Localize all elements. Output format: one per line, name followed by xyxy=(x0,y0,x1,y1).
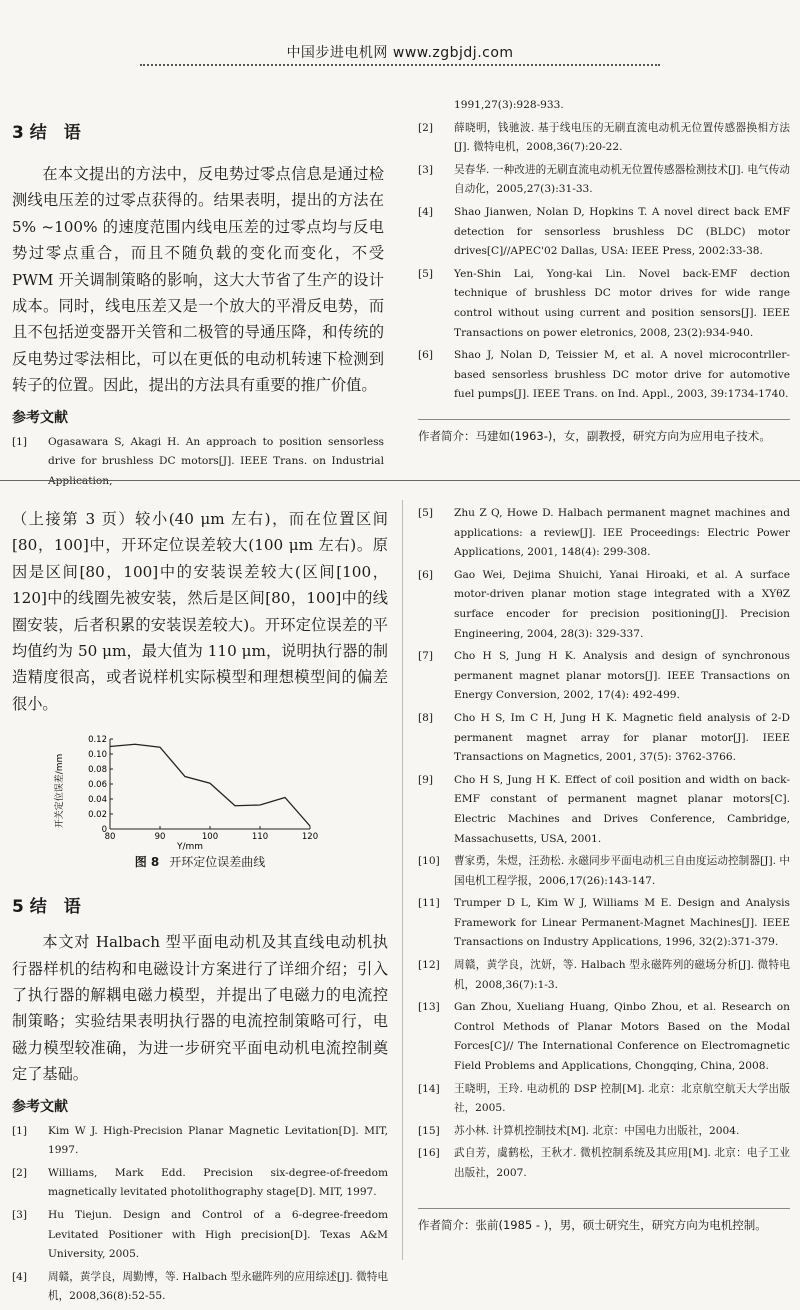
y-tick-label: 0.08 xyxy=(88,765,107,776)
author-divider xyxy=(418,419,790,420)
reference-item xyxy=(418,956,790,995)
site-header: 中国步进电机网 www.zgbjdj.com xyxy=(286,45,514,61)
reference-text: 吴春华. 一种改进的无刷直流电动机无位置传感器检测技术[J]. 电气传动自动化，2005,27(3):31-33. xyxy=(454,163,790,196)
section-heading-5: 5 结 语 xyxy=(12,897,81,918)
reference-item xyxy=(418,119,790,158)
error-line xyxy=(110,745,310,827)
reference-number xyxy=(418,96,454,116)
reference-item xyxy=(12,1164,388,1203)
reference-item xyxy=(418,709,790,768)
bottom-right-column xyxy=(418,504,790,1233)
reference-text: 苏小林. 计算机控制技术[M]. 北京：中国电力出版社，2004. xyxy=(454,1124,740,1137)
reference-number: [16] xyxy=(418,1147,440,1160)
reference-item xyxy=(418,161,790,200)
x-tick-label: 80 xyxy=(104,832,116,843)
bottom-left-column xyxy=(12,506,388,1310)
reference-item xyxy=(418,771,790,849)
reference-text: Hu Tiejun. Design and Control of a 6-degree-freedom Levitated Positioner with High precision[D]. Texas A&M University, 2005. xyxy=(48,1209,388,1261)
chart-x-ticks xyxy=(105,826,319,842)
reference-text: Shao J, Nolan D, Teissier M, et al. A novel microcontrller-based sensorless brushless DC motor drive for automotive fuel pumps[J]. IEEE Trans. on Ind. Appl., 2003, 39:1734-1740. xyxy=(454,349,790,401)
reference-number: [11] xyxy=(418,897,440,910)
y-tick-label: 0.12 xyxy=(88,735,107,746)
error-chart xyxy=(52,731,352,851)
reference-number: [1] xyxy=(12,435,28,448)
continued-paragraph: （上接第 3 页）较小(40 μm 左右)，而在位置区间[80，100]中，开环定位误差较大(100 μm 左右)。原因是区间[80，100]中的安装误差较大(区间[100，120]中的线圈先被安装，然后是区间[80，100]中的线圈安装，后者积累的安装误差较大)。开环定位误差的平均值约为 50 μm，最大值为 110 μm，说明执行器的制造精度很高，或者说样机实际模型和理想模型间的偏差很小。 xyxy=(12,510,388,713)
x-tick-label: 120 xyxy=(301,832,319,843)
section-heading-3: 3 结 语 xyxy=(12,123,81,143)
reference-text: 王晓明，王玲. 电动机的 DSP 控制[M]. 北京：北京航空航天大学出版社，2005. xyxy=(454,1082,790,1115)
reference-text: 薛晓明，钱驰波. 基于线电压的无刷直流电动机无位置传感器换相方法[J]. 微特电机，2008,36(7):20-22. xyxy=(454,121,790,154)
reference-item xyxy=(12,1122,388,1161)
reference-text: 周赣，黄学良，沈妍，等. Halbach 型永磁阵列的磁场分析[J]. 微特电机，2008,36(7):1-3. xyxy=(454,959,790,991)
reference-list xyxy=(418,96,790,405)
reference-list xyxy=(12,433,384,492)
conclusion-paragraph: 在本文提出的方法中，反电势过零点信息是通过检测线电压差的过零点获得的。结果表明，提出的方法在5% ~100% 的速度范围内线电压差的过零点均与反电势过零点重合，而且不随负载的变化而变化，不受 PWM 开关调制策略的影响，这大大节省了生产的设计成本。同时，线电压差又是一个放大的平滑反电势，而且不包括逆变器开关管和二极管的导通压降，和传统的反电势过零法相比，可以在更低的电动机转速下检测到转子的位置。因此，提出的方法具有重要的推广价值。 xyxy=(12,165,384,395)
reference-item xyxy=(12,1206,388,1265)
x-tick-label: 110 xyxy=(251,832,269,843)
reference-number: [4] xyxy=(12,1270,28,1283)
reference-number: [3] xyxy=(12,1209,28,1222)
reference-number: [5] xyxy=(418,267,434,280)
reference-item xyxy=(418,852,790,891)
reference-item xyxy=(418,894,790,953)
chart-x-label: Y/mm xyxy=(176,842,204,852)
reference-number: [7] xyxy=(418,650,434,663)
reference-text: Yen-Shin Lai, Yong-kai Lin. Novel back-EMF dection technique of brushless DC motor drives for wide range control without using current and position sensors[J]. IEEE Transactions on power eletronics, 2008, 23(2):934-940. xyxy=(454,267,790,339)
reference-item xyxy=(12,433,384,492)
reference-text: Gan Zhou, Xueliang Huang, Qinbo Zhou, et al. Research on Control Methods of Planar Motors Based on the Modal Forces[C]// The International Conference on Electromagnetic Field Problems and Applications, Chongqing, China, 2008. xyxy=(454,1001,790,1073)
reference-list xyxy=(418,504,790,1196)
reference-text: 曹家勇，朱煜，汪劲松. 永磁同步平面电动机三自由度运动控制器[J]. 中国电机工程学报，2006,17(26):143-147. xyxy=(454,855,790,887)
reference-item xyxy=(418,647,790,706)
reference-number: [3] xyxy=(418,163,434,176)
references-title: 参考文献 xyxy=(12,1098,68,1115)
y-tick-label: 0.10 xyxy=(88,750,107,761)
reference-item xyxy=(418,346,790,405)
final-conclusion-paragraph: 本文对 Halbach 型平面电动机及其直线电动机执行器样机的结构和电磁设计方案进行了详细介绍；引入了执行器的解耦电磁力模型，并提出了电磁力的电流控制策略；实验结果表明执行器的电流控制策略可行，电磁力模型较准确，为进一步研究平面电动机电流控制奠定了基础。 xyxy=(12,933,388,1084)
reference-number: [15] xyxy=(418,1124,440,1137)
author-bio: 作者简介：马建如(1963-)，女，副教授，研究方向为应用电子技术。 xyxy=(418,428,771,443)
reference-text: Ogasawara S, Akagi H. An approach to position sensorless drive for brushless DC motors[J]. IEEE Trans. on Industrial Application, xyxy=(48,435,384,487)
reference-item xyxy=(418,1080,790,1119)
y-tick-label: 0 xyxy=(101,825,107,836)
chart-y-ticks xyxy=(88,735,113,835)
reference-item xyxy=(418,96,790,116)
y-tick-label: 0.04 xyxy=(88,795,107,806)
reference-item xyxy=(418,504,790,563)
reference-number: [6] xyxy=(418,349,434,362)
header-divider xyxy=(140,64,660,66)
article-divider xyxy=(0,480,800,481)
references-title: 参考文献 xyxy=(12,409,68,426)
reference-text: 武自芳，虞鹤松，王秋才. 微机控制系统及其应用[M]. 北京：电子工业出版社，2007. xyxy=(454,1147,790,1179)
reference-number: [8] xyxy=(418,711,434,724)
chart-y-label: 开关定位误差/mm xyxy=(55,753,65,829)
reference-number: [12] xyxy=(418,959,440,972)
reference-text: Gao Wei, Dejima Shuichi, Yanai Hiroaki, et al. A surface motor-driven planar motion stage integrated with a XYθZ surface encoder for precision positioning[J]. Precision Engineering, 2004, 28(3): 329-337. xyxy=(454,568,790,640)
y-tick-label: 0.02 xyxy=(88,810,107,821)
reference-number: [4] xyxy=(418,205,434,218)
reference-number: [2] xyxy=(418,121,434,134)
reference-item xyxy=(418,1122,790,1142)
figure-caption xyxy=(12,853,388,870)
reference-number: [2] xyxy=(12,1166,28,1179)
reference-text: 周赣，黄学良，周勤博，等. Halbach 型永磁阵列的应用综述[J]. 微特电机，2008,36(8):52-55. xyxy=(48,1270,388,1303)
reference-number: [6] xyxy=(418,568,434,581)
reference-text: Williams, Mark Edd. Precision six-degree-of-freedom magnetically levitated photolithography stage[D]. MIT, 1997. xyxy=(48,1166,388,1199)
reference-text: Shao Jianwen, Nolan D, Hopkins T. A novel direct back EMF detection for sensorless brushless DC (BLDC) motor drives[C]//APEC'02 Dallas, USA: IEEE Press, 2002:33-38. xyxy=(454,205,790,258)
reference-text: Cho H S, Jung H K. Effect of coil position and width on back-EMF constant of permanent magnet planar motors[C]. Electric Machines and Drives Conference, Cambridge, Massachusetts, USA, 2001. xyxy=(454,773,790,845)
reference-number: [14] xyxy=(418,1082,440,1095)
conclusion-body xyxy=(12,161,384,399)
reference-text: Zhu Z Q, Howe D. Halbach permanent magnet machines and applications: a review[J]. IEE Proceedings: Electric Power Applications, 2001, 148(4): 299-308. xyxy=(454,507,790,559)
figure-number: 图 8 xyxy=(134,855,160,870)
reference-list xyxy=(12,1122,388,1307)
reference-item xyxy=(418,265,790,343)
reference-text: Kim W J. High-Precision Planar Magnetic Levitation[D]. MIT, 1997. xyxy=(48,1124,388,1157)
reference-item xyxy=(418,203,790,262)
reference-number: [1] xyxy=(12,1124,28,1137)
x-tick-label: 100 xyxy=(201,832,219,843)
column-divider xyxy=(402,500,403,1260)
author-bio: 作者简介：张前(1985 - )，男，硕士研究生，研究方向为电机控制。 xyxy=(418,1217,767,1232)
reference-number: [13] xyxy=(418,1001,440,1014)
top-right-column xyxy=(418,96,790,444)
y-tick-label: 0.06 xyxy=(88,780,107,791)
reference-item xyxy=(418,1144,790,1183)
reference-number: [10] xyxy=(418,855,440,868)
reference-text: Cho H S, Jung H K. Analysis and design of synchronous permanent magnet planar motors[J]. IEEE Transactions on Energy Conversion, 2002, 17(4): 492-499. xyxy=(454,650,790,702)
reference-number: [5] xyxy=(418,507,434,519)
final-conclusion-body xyxy=(12,929,388,1087)
top-left-column xyxy=(12,118,384,494)
reference-item xyxy=(418,566,790,644)
reference-number: [9] xyxy=(418,773,434,786)
reference-item xyxy=(12,1268,388,1307)
reference-text: 1991,27(3):928-933. xyxy=(454,99,564,111)
continued-body xyxy=(12,506,388,717)
author-divider xyxy=(418,1208,790,1209)
figure-caption-text: 开环定位误差曲线 xyxy=(169,855,266,870)
reference-text: Trumper D L, Kim W J, Williams M E. Design and Analysis Framework for Linear Permanent-Magnet Machines[J]. IEEE Transactions on Industry Applications, 1996, 32(2):371-379. xyxy=(454,897,790,949)
x-tick-label: 90 xyxy=(154,832,166,843)
reference-item xyxy=(418,998,790,1076)
reference-text: Cho H S, Im C H, Jung H K. Magnetic field analysis of 2-D permanent magnet array for planar motor[J]. IEEE Transactions on Magnetics, 2001, 37(5): 3762-3766. xyxy=(454,711,790,764)
